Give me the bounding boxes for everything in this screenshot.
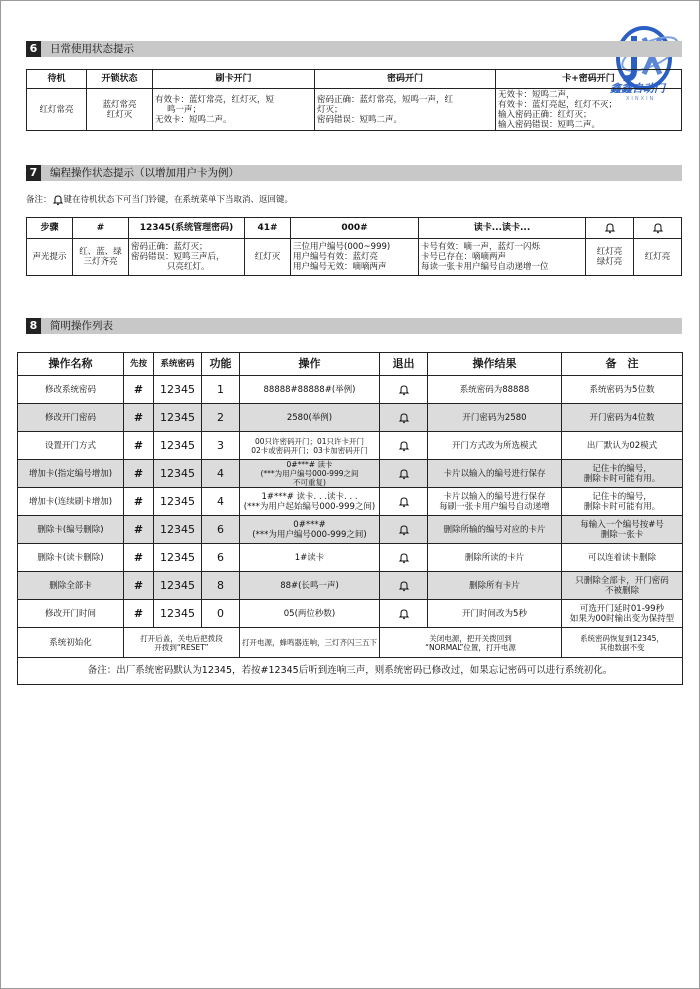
exit-cell [380,516,428,544]
first-press-cell: # [124,600,154,628]
card-open-cell: 有效卡：蓝灯常亮，红灯灭，短 鸣一声； 无效卡：短鸣二声。 [153,89,315,131]
result-cell: 卡片以输入的编号进行保存 [428,460,562,488]
remark-cell: 可以连着读卡删除 [562,544,683,572]
col-operation: 操作 [240,353,380,376]
logo-text: 鑫鑫自动门 [610,82,665,95]
col-read-card: 读卡...读卡... [419,218,586,239]
op-name-cell: 删除全部卡 [18,572,124,600]
bell-icon [398,440,410,452]
exit-cell [380,544,428,572]
col-sys-password: 系统密码 [154,353,202,376]
first-press-cell: # [124,488,154,516]
sys-password-cell: 12345 [154,404,202,432]
operation-cell: 0#***# (***为用户编号000-999之间) [240,516,380,544]
bell-icon [52,194,64,206]
signal-label-cell: 声光提示 [27,239,73,276]
col-first-press: 先按 [124,353,154,376]
card-password-open-cell: 无效卡：短鸣二声， 有效卡：蓝灯亮起，红灯不灭； 输入密码正确：红灯灭； 输入密码错误：短鸣二声。 [496,89,682,131]
bell-icon [652,222,664,234]
section6-number: 6 [26,41,41,57]
result-cell: 删除所读的卡片 [428,544,562,572]
bell-icon [398,496,410,508]
first-press-cell: # [124,544,154,572]
bell-icon [398,412,410,424]
table-row [18,516,683,544]
col-card-password-open: 卡+密码开门 [496,70,682,89]
col-000: 000# [291,218,419,239]
col-standby: 待机 [27,70,87,89]
remark-cell: 每输入一个编号按#号 删除一张卡 [562,516,683,544]
col-bell-2 [634,218,682,239]
section7-number: 7 [26,165,41,181]
admin-password-cell: 密码正确：蓝灯灭； 密码错误：短鸣三声后， 只亮红灯。 [129,239,245,276]
bell-icon [604,222,616,234]
col-password-open: 密码开门 [315,70,496,89]
bell1-cell: 红灯亮 绿灯亮 [586,239,634,276]
section8-number: 8 [26,318,41,334]
col-unlock: 开锁状态 [87,70,153,89]
init-step3: 关闭电源，把开关拨回到 “NORMAL”位置，打开电源 [380,628,562,658]
operation-cell: 05(两位秒数) [240,600,380,628]
remark-cell: 只删除全部卡，开门密码 不被删除 [562,572,683,600]
operation-cell: 00只许密码开门；01只许卡开门 02卡或密码开门；03卡加密码开门 [240,432,380,460]
result-cell: 系统密码为88888 [428,376,562,404]
op-name-cell: 设置开门方式 [18,432,124,460]
c41-cell: 红灯灭 [245,239,291,276]
bell-icon [398,468,410,480]
operation-cell: 2580(举例) [240,404,380,432]
exit-cell [380,460,428,488]
result-cell: 开门方式改为所选模式 [428,432,562,460]
function-cell: 0 [202,600,240,628]
init-step1: 打开后盖，关电后把拨段 开拨到“RESET” [124,628,240,658]
remark-cell: 记住卡的编号， 删除卡时可能有用。 [562,460,683,488]
table-row [18,488,683,516]
init-row [18,628,683,658]
sys-password-cell: 12345 [154,376,202,404]
first-press-cell: # [124,376,154,404]
function-cell: 6 [202,544,240,572]
operation-cell: 88#(长鸣一声) [240,572,380,600]
table-row [18,460,683,488]
c000-cell: 三位用户编号(000~999) 用户编号有效：蓝灯亮 用户编号无效：嘀嘀两声 [291,239,419,276]
sys-password-cell: 12345 [154,488,202,516]
col-exit: 退出 [380,353,428,376]
function-cell: 6 [202,516,240,544]
section6-header [26,41,682,57]
section7-note: 备注： 键在待机状态下可当门铃键，在系统菜单下当取消、返回键。 [26,195,294,205]
col-admin-password: 12345(系统管理密码) [129,218,245,239]
sys-password-cell: 12345 [154,432,202,460]
bell-icon [398,524,410,536]
first-press-cell: # [124,460,154,488]
init-remark: 系统密码恢复到12345， 其他数据不变 [562,628,683,658]
section7-title: 编程操作状态提示（以增加用户卡为例） [50,167,239,179]
bell2-cell: 红灯亮 [634,239,682,276]
function-cell: 8 [202,572,240,600]
remark-cell: 记住卡的编号， 删除卡时可能有用。 [562,488,683,516]
section6-title: 日常使用状态提示 [50,43,134,55]
col-result: 操作结果 [428,353,562,376]
sys-password-cell: 12345 [154,600,202,628]
sys-password-cell: 12345 [154,516,202,544]
op-name-cell: 增加卡(指定编号增加) [18,460,124,488]
op-name-cell: 修改开门时间 [18,600,124,628]
exit-cell [380,572,428,600]
col-card-open: 刷卡开门 [153,70,315,89]
section8-title: 简明操作列表 [50,320,113,332]
unlock-cell: 蓝灯常亮 红灯灭 [87,89,153,131]
operation-rows [18,376,683,628]
standby-cell: 红灯常亮 [27,89,87,131]
footer-note: 备注：出厂系统密码默认为12345，若按#12345后听到连响三声，则系统密码已修改过，如果忘记密码可以进行系统初化。 [18,658,683,685]
table-row [18,572,683,600]
col-step: 步骤 [27,218,73,239]
operation-cell: 88888#88888#(举例) [240,376,380,404]
operation-cell: 1#***# 读卡. . .读卡. . . (***为用户起始编号000-999之间) [240,488,380,516]
op-name-cell: 增加卡(连续刷卡增加) [18,488,124,516]
op-name-cell: 修改开门密码 [18,404,124,432]
init-name: 系统初始化 [18,628,124,658]
bell-icon [398,608,410,620]
col-function: 功能 [202,353,240,376]
remark-cell: 系统密码为5位数 [562,376,683,404]
operation-cell: 1#读卡 [240,544,380,572]
col-bell-1 [586,218,634,239]
remark-cell: 出厂默认为02模式 [562,432,683,460]
col-remark: 备 注 [562,353,683,376]
password-open-cell: 密码正确：蓝灯常亮，短鸣一声，红 灯灭； 密码错误：短鸣二声。 [315,89,496,131]
col-41: 41# [245,218,291,239]
result-cell: 开门密码为2580 [428,404,562,432]
op-name-cell: 删除卡(编号删除) [18,516,124,544]
result-cell: 删除所输的编号对应的卡片 [428,516,562,544]
result-cell: 开门时间改为5秒 [428,600,562,628]
logo-subtext: XINXIN [626,96,656,102]
table-row [18,404,683,432]
function-cell: 2 [202,404,240,432]
op-name-cell: 修改系统密码 [18,376,124,404]
bell-icon [398,384,410,396]
sys-password-cell: 12345 [154,572,202,600]
bell-icon [398,580,410,592]
read-card-cell: 卡号有效：嘀一声，蓝灯一闪烁 卡号已存在：嘀嘀两声 每读一张卡用户编号自动递增一位 [419,239,586,276]
exit-cell [380,376,428,404]
first-press-cell: # [124,404,154,432]
table-row [18,432,683,460]
init-step2: 打开电源，蜂鸣器连响，三灯齐闪三五下 [240,628,380,658]
sys-password-cell: 12345 [154,544,202,572]
function-cell: 4 [202,488,240,516]
first-press-cell: # [124,572,154,600]
section7-header [26,165,682,181]
exit-cell [380,488,428,516]
exit-cell [380,432,428,460]
table-row [18,544,683,572]
function-cell: 4 [202,460,240,488]
sys-password-cell: 12345 [154,460,202,488]
col-op-name: 操作名称 [18,353,124,376]
first-press-cell: # [124,432,154,460]
result-cell: 删除所有卡片 [428,572,562,600]
op-name-cell: 删除卡(读卡删除) [18,544,124,572]
bell-icon [398,552,410,564]
exit-cell [380,600,428,628]
hash-cell: 红、蓝、绿 三灯齐亮 [73,239,129,276]
section8-header [26,318,682,334]
function-cell: 1 [202,376,240,404]
remark-cell: 可选开门延时01-99秒 如果为00时输出变为保持型 [562,600,683,628]
operation-table [17,352,683,685]
exit-cell [380,404,428,432]
status-table [26,69,682,131]
result-cell: 卡片以输入的编号进行保存 每刷一张卡用户编号自动递增 [428,488,562,516]
first-press-cell: # [124,516,154,544]
programming-table [26,217,682,276]
remark-cell: 开门密码为4位数 [562,404,683,432]
table-row [18,600,683,628]
table-row [18,376,683,404]
col-hash: # [73,218,129,239]
operation-cell: 0#***# 读卡 (***为用户编号000-999之间 不可重复) [240,460,380,488]
function-cell: 3 [202,432,240,460]
